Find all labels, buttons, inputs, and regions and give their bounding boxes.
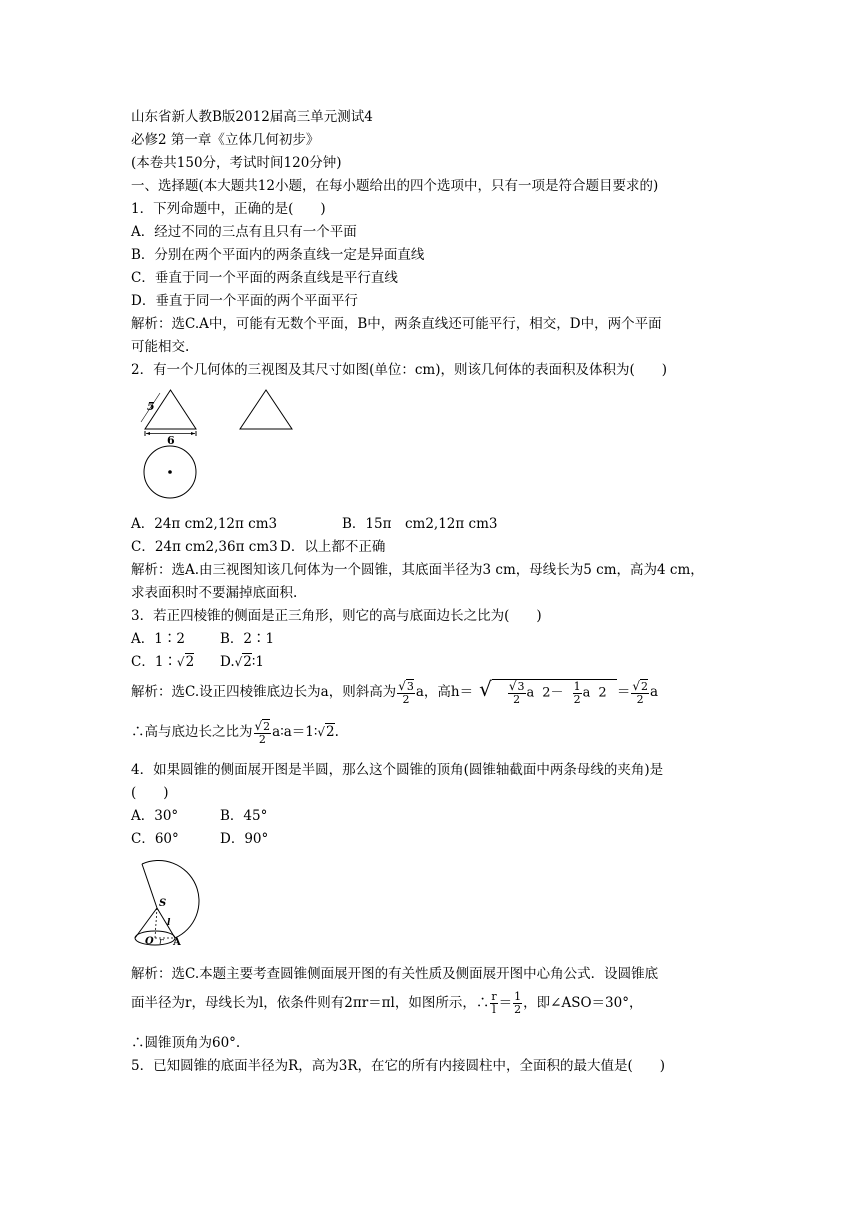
q3-stem: 3．若正四棱锥的侧面是正三角形，则它的高与底面边长之比为( ) xyxy=(131,608,542,624)
q2-option-a: A．24π cm2,12π cm3 xyxy=(131,516,278,532)
doc-subtitle: 必修2 第一章《立体几何初步》 xyxy=(131,132,320,148)
radius-label-r: r xyxy=(159,937,164,947)
q3-option-d: D.√2∶1 xyxy=(220,654,264,670)
center-label-o: O xyxy=(145,936,154,947)
apex-label-s: S xyxy=(159,898,167,909)
three-view-figure xyxy=(138,388,298,504)
q2-option-c: C．24π cm2,36π cm3 xyxy=(131,539,278,555)
slant-label-l: l xyxy=(167,918,171,928)
q5-stem: 5．已知圆锥的底面半径为R，高为3R，在它的所有内接圆柱中，全面积的最大值是( ) xyxy=(131,1058,666,1074)
q2-option-b: B．15π cm2,12π cm3 xyxy=(342,516,498,532)
base-length-label: 6 xyxy=(167,434,175,447)
q3-option-a: A．1∶2 xyxy=(131,631,185,647)
q1-analysis-line2: 可能相交. xyxy=(131,339,190,355)
q4-option-b: B．45° xyxy=(220,808,268,824)
section-heading: 一、选择题(本大题共12小题，在每小题给出的四个选项中，只有一项是符合题目要求的) xyxy=(131,178,659,194)
q4-option-c: C．60° xyxy=(131,831,179,847)
q3-analysis-line2: ∴高与底边长之比为 $\frac{√2}{2}$ a∶a＝1∶√2. xyxy=(131,718,339,746)
q4-stem-line1: 4．如果圆锥的侧面展开图是半圆，那么这个圆锥的顶角(圆锥轴截面中两条母线的夹角)是 xyxy=(131,762,664,778)
q1-analysis-line1: 解析：选C.A中，可能有无数个平面，B中，两条直线还可能平行，相交，D中，两个平面 xyxy=(131,316,662,332)
q1-option-c: C．垂直于同一个平面的两条直线是平行直线 xyxy=(131,270,398,286)
doc-title: 山东省新人教B版2012届高三单元测试4 xyxy=(131,109,373,125)
frac-sqrt3-over-2: $\frac{√3}{2}$ xyxy=(398,678,414,706)
q1-option-d: D．垂直于同一个平面的两个平面平行 xyxy=(131,293,358,309)
q4-stem-line2: ( ) xyxy=(131,785,169,801)
q3-option-b: B．2∶1 xyxy=(220,631,275,647)
unfolded-arc xyxy=(142,860,199,938)
q1-option-b: B．分别在两个平面内的两条直线一定是异面直线 xyxy=(131,247,425,263)
q4-option-d: D．90° xyxy=(220,831,269,847)
q4-analysis-line1: 解析：选C.本题主要考查圆锥侧面展开图的有关性质及侧面展开图中心角公式．设圆锥底 xyxy=(131,966,659,982)
cone-unfolding-figure xyxy=(128,856,224,948)
q1-stem: 1．下列命题中，正确的是( ) xyxy=(131,201,326,217)
q2-analysis-line2: 求表面积时不要漏掉底面积. xyxy=(131,585,298,601)
slant-length-label: 5 xyxy=(147,400,155,413)
q2-stem: 2．有一个几何体的三视图及其尺寸如图(单位：cm)，则该几何体的表面积及体积为( ) xyxy=(131,362,668,378)
q2-analysis-line1: 解析：选A.由三视图知该几何体为一个圆锥，其底面半径为3 cm，母线长为5 cm，高为4 cm， xyxy=(131,562,704,578)
side-view-triangle xyxy=(240,390,292,429)
q2-option-d: D．以上都不正确 xyxy=(280,539,386,555)
point-label-a: A xyxy=(173,937,181,948)
q4-option-a: A．30° xyxy=(131,808,179,824)
top-view-center-dot xyxy=(168,470,172,474)
doc-info: (本卷共150分，考试时间120分钟) xyxy=(131,155,342,171)
q1-option-a: A．经过不同的三点有且只有一个平面 xyxy=(131,224,357,240)
q4-analysis-line3: ∴圆锥顶角为60°. xyxy=(131,1035,241,1051)
q3-analysis-line1: 解析：选C.设正四棱锥底边长为a，则斜高为 $\frac{√3}{2}$ a，高h＝ √ $\frac{√3}{2}$ a 2－ $\frac{1}{2}$ a 2 ＝ $\frac{√2}{2}$ a xyxy=(131,677,659,706)
q3-option-c: C．1∶√2 xyxy=(131,654,195,670)
q4-analysis-line2: 面半径为r，母线长为l，依条件则有2πr＝πl，如图所示，∴ $\frac{r}{l}$ ＝ $\frac{1}{2}$ ，即∠ASO＝30°， xyxy=(131,990,643,1016)
